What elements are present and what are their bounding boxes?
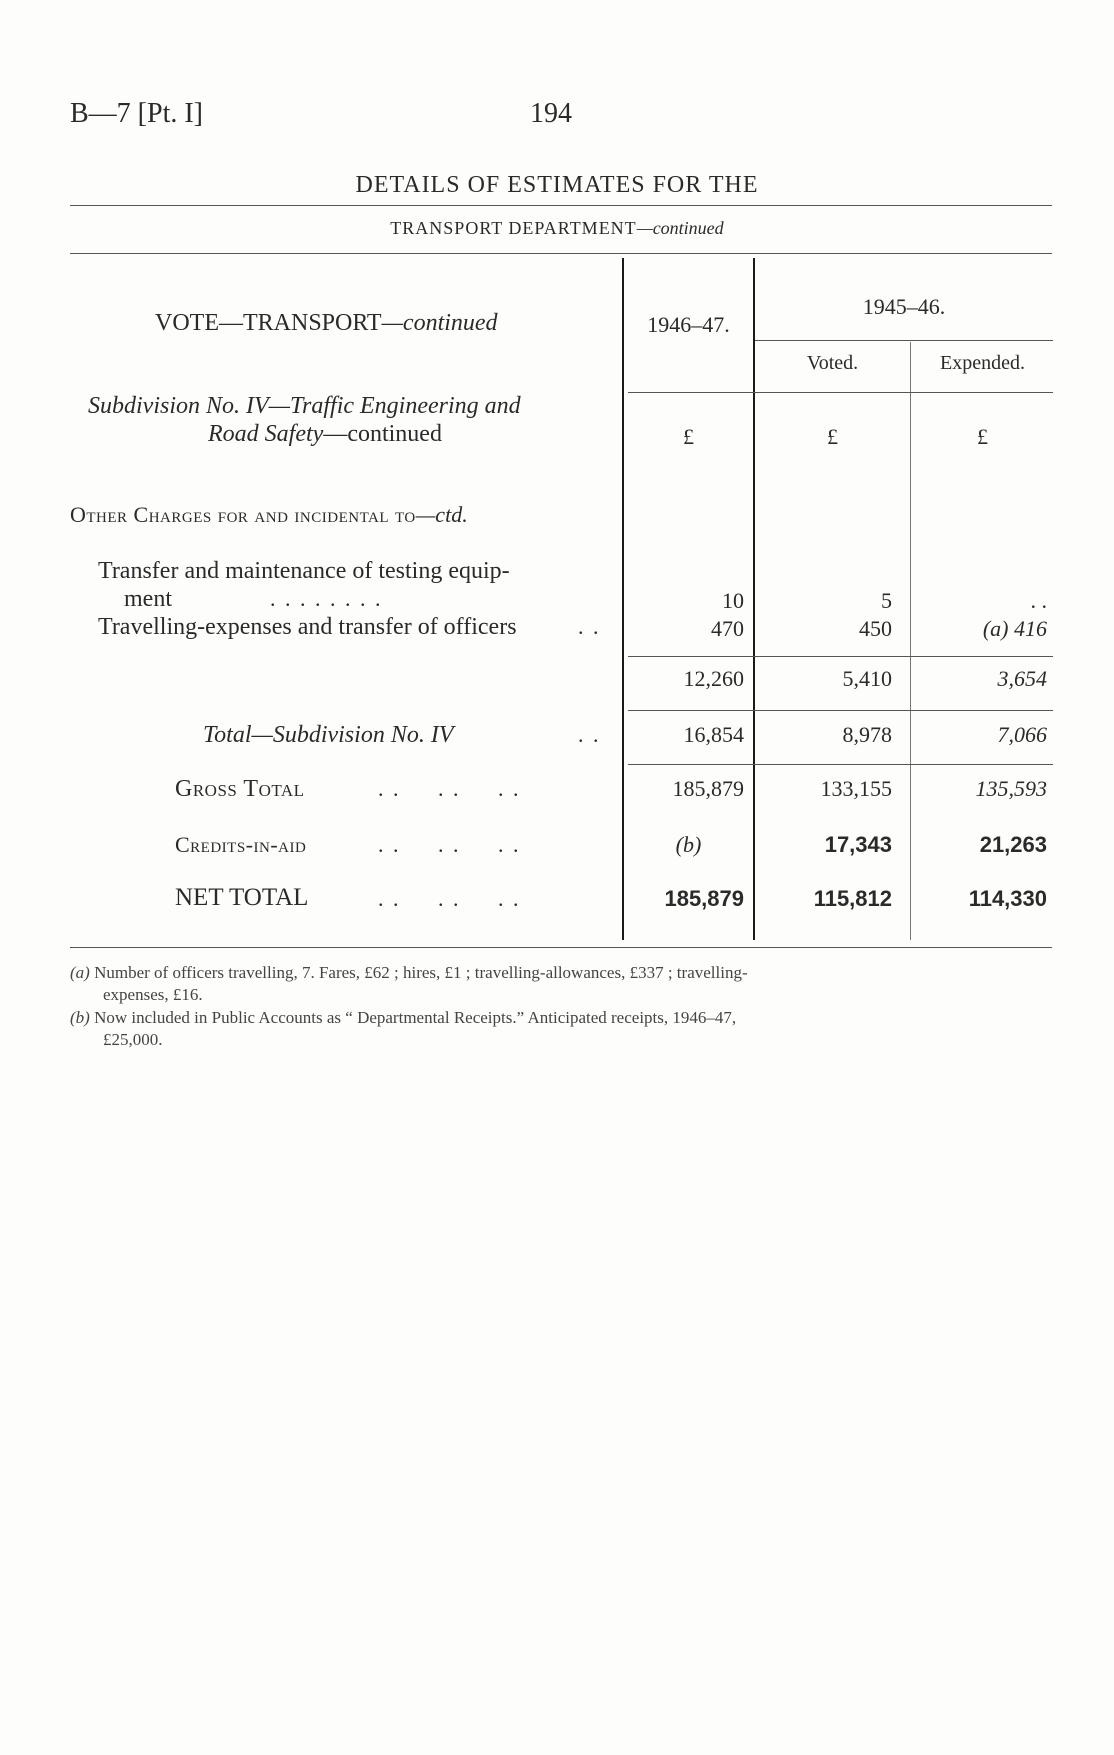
net-voted: 115,812 xyxy=(813,886,892,911)
subtotal-current: 12,260 xyxy=(683,666,744,691)
row-1-current: 10 xyxy=(722,588,744,613)
row-2-current: 470 xyxy=(711,616,744,641)
header-rule xyxy=(628,392,1053,393)
vote-main: VOTE—TRANSPORT xyxy=(155,310,382,336)
currency-current: £ xyxy=(683,424,694,449)
total-sub-expended: 7,066 xyxy=(997,722,1047,747)
subtitle-rule xyxy=(70,253,1052,254)
footnote-a-line-2: expenses, £16. xyxy=(103,985,203,1004)
page-title: DETAILS OF ESTIMATES FOR THE xyxy=(355,172,759,198)
total-sub-leader: . . xyxy=(578,722,601,747)
net-leader: . . . . . . xyxy=(378,886,521,911)
footnote-a-mark: (a) xyxy=(70,963,90,982)
credits-expended: 21,263 xyxy=(979,832,1047,857)
page-reference: B—7 [Pt. I] xyxy=(70,98,203,129)
row-1-leader: . . . . . . . . xyxy=(270,586,383,611)
row-2-label: Travelling-expenses and transfer of officers xyxy=(98,614,517,640)
vote-cont: —continued xyxy=(381,310,498,336)
row-2-expended-value: 416 xyxy=(1014,616,1047,641)
gross-label: Gross Total xyxy=(175,776,305,802)
footnote-a xyxy=(70,963,748,983)
subdivision-name: Road Safety xyxy=(208,421,324,447)
title-rule xyxy=(70,205,1052,206)
subdivision-cont: —continued xyxy=(323,421,442,447)
subtotal-expended: 3,654 xyxy=(997,666,1047,691)
total-sub-label: Total—Subdivision No. IV xyxy=(203,722,454,748)
subtotal-voted: 5,410 xyxy=(842,666,892,691)
footnote-b-line-2: £25,000. xyxy=(103,1030,163,1049)
vote-heading xyxy=(155,310,498,337)
section-main: Other Charges for and incidental to xyxy=(70,502,416,527)
gross-expended: 135,593 xyxy=(975,776,1047,801)
credits-leader: . . . . . . xyxy=(378,832,521,857)
col-voted: Voted. xyxy=(806,352,859,374)
section-heading xyxy=(70,502,468,528)
net-label: NET TOTAL xyxy=(175,884,309,911)
row-1-voted: 5 xyxy=(881,588,892,613)
footnote-b-text: Now included in Public Accounts as “ Departmental Receipts.” Anticipated receipts, 1946–47, xyxy=(94,1008,737,1027)
net-current: 185,879 xyxy=(664,886,744,911)
subtitle-main: TRANSPORT DEPARTMENT xyxy=(390,218,637,238)
gross-voted: 133,155 xyxy=(820,776,892,801)
row-1-label: Transfer and maintenance of testing equip- xyxy=(98,558,510,584)
subdivision-heading: Subdivision No. IV—Traffic Engineering and xyxy=(88,393,521,419)
subtotal-rule xyxy=(628,710,1053,711)
row-2-voted: 450 xyxy=(859,616,892,641)
row-1-expended: . . xyxy=(1030,588,1047,613)
footnote-b xyxy=(70,1008,736,1028)
table-bottom-rule xyxy=(70,947,1052,948)
total-sub-voted: 8,978 xyxy=(842,722,892,747)
net-expended: 114,330 xyxy=(968,886,1047,911)
row-2-leader: . . xyxy=(578,614,601,639)
credits-label: Credits-in-aid xyxy=(175,832,307,857)
currency-voted: £ xyxy=(827,424,838,449)
currency-expended: £ xyxy=(977,424,988,449)
subtitle-cont: —continued xyxy=(636,218,724,238)
credits-voted: 17,343 xyxy=(824,832,892,857)
col-year-prev: 1945–46. xyxy=(862,294,946,319)
footnote-a-text: Number of officers travelling, 7. Fares, £62 ; hires, £1 ; travelling-allowances, £337 ; travelling- xyxy=(94,963,748,982)
footnote-b-mark: (b) xyxy=(70,1008,90,1027)
page-number: 194 xyxy=(530,98,572,129)
gross-leader: . . . . . . xyxy=(378,776,521,801)
col-year-current: 1946–47. xyxy=(647,312,730,337)
section-cont: —ctd. xyxy=(415,502,468,527)
rows-rule xyxy=(628,656,1053,657)
col-expended: Expended. xyxy=(940,352,1025,374)
credits-current: (b) xyxy=(675,832,702,857)
column-rule-3 xyxy=(910,342,911,940)
row-2-expended xyxy=(912,616,1047,642)
year-rule xyxy=(755,340,1053,341)
row-2-expended-note: (a) xyxy=(982,616,1009,641)
page-subtitle xyxy=(0,218,1114,239)
gross-current: 185,879 xyxy=(672,776,744,801)
subdivision-heading-2 xyxy=(208,421,442,448)
total-sub-rule xyxy=(628,764,1053,765)
row-1-label-2: ment xyxy=(124,586,172,612)
total-sub-current: 16,854 xyxy=(683,722,744,747)
